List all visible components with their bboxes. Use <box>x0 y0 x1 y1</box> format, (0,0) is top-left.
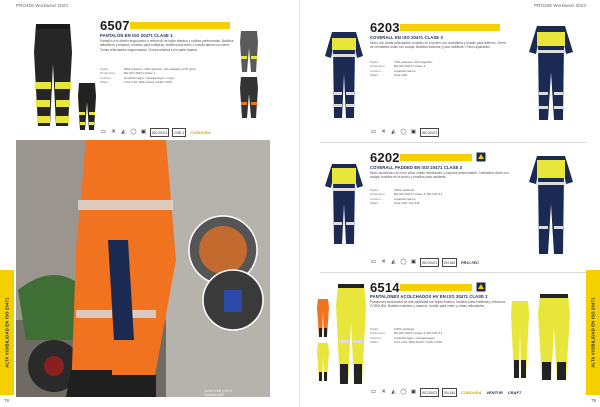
product-specs <box>370 327 510 345</box>
left-running-head: PRO408 Workwear 2023 <box>16 3 68 8</box>
iso-cert-badge: ISO 20471 <box>420 388 439 397</box>
iron-icon: ◭ <box>391 128 396 135</box>
product-specs <box>100 67 240 85</box>
no-bleach-icon: ✕ <box>381 388 386 395</box>
variant-thumbnail <box>316 298 330 338</box>
iso-cert-badge: ISO 20471 <box>150 128 169 137</box>
spec-key: Tejido: <box>100 67 109 71</box>
spec-key: Colores: <box>370 335 382 340</box>
care-icon-row <box>370 388 522 397</box>
variant-thumbnail <box>238 30 260 74</box>
spec-value: Amarillo/negro, naranja/negro <box>394 335 435 340</box>
iron-icon: ◭ <box>121 128 126 135</box>
spec-key: Colores: <box>370 196 382 201</box>
en343-cert-badge: EN 343 <box>442 388 457 397</box>
product-description: Mono acolchado con forro polar, cintas reflectantes y capucha desmontable. Cremallera doble con solapa, bolsillos en el pecho y bolsillos para rodilleras. <box>370 171 509 180</box>
product-description: Mono con cintas reflectantes, bolsillos en el pecho con cremallera y bolsillo para teléfono. Cierre de cremallera doble con solapa. Bolsillos traseros y para rodilleras. Puños ajustables. <box>370 41 506 50</box>
spec-key: Protección: <box>370 331 386 336</box>
en343-cert-badge: EN 343 <box>442 258 457 267</box>
spec-value: 100% poliéster <box>394 188 415 192</box>
cordura-logo: CORDURA <box>190 130 211 135</box>
spec-key: Tallas: <box>370 201 379 206</box>
spec-value: EN ISO 20471 Clase 3, EN 343 3:1 <box>394 192 443 197</box>
product-code-bar <box>400 154 472 161</box>
spec-key: Colores: <box>100 75 112 80</box>
tumble-dry-icon: ▣ <box>410 128 417 135</box>
spec-key: Tallas: <box>370 340 379 345</box>
spec-key: Colores: <box>370 68 382 73</box>
spec-value: Amarillo/marino <box>394 196 416 201</box>
spec-key: Protección: <box>370 64 386 69</box>
no-dry-clean-icon: ◯ <box>400 258 407 265</box>
spec-value: Amarillo/marino <box>394 68 416 73</box>
product-6514-back-image <box>536 292 572 382</box>
variant-thumbnail <box>510 300 530 380</box>
no-dry-clean-icon: ◯ <box>400 128 407 135</box>
product-description: Pantalones acolchados de alta visibilidad con tejido elástico, bolsillos para rodilleras y refuerzos CORDURA. Bolsillos laterales y traseros, bolsillo para metro y cintas reflectantes. <box>370 300 506 309</box>
caption-line: Pantalón 6507 <box>204 393 225 397</box>
product-code: 6202 <box>370 150 400 165</box>
product-6202-image <box>324 160 364 246</box>
lifestyle-photo <box>16 140 270 397</box>
no-dry-clean-icon: ◯ <box>130 128 137 135</box>
product-specs <box>370 188 510 206</box>
product-6202-back-image <box>528 152 574 256</box>
product-code-bar <box>400 24 500 31</box>
wash-40-icon: ▭ <box>370 258 377 265</box>
iron-icon: ◭ <box>391 388 396 395</box>
spec-value: 80% poliéster, 18% algodón, 2% elastano (275 g/m²) <box>124 67 197 71</box>
spec-row <box>370 201 510 205</box>
product-title: COVERALL EN ISO 20471 CLASE 3 <box>370 35 443 40</box>
certification-logo <box>476 152 486 162</box>
cordura-logo: CORDURA <box>460 390 482 395</box>
craft-logo: CRAFT <box>507 390 522 395</box>
left-page-number: 78 <box>4 398 10 403</box>
spec-key: Tejido: <box>370 60 379 64</box>
section-divider <box>320 272 586 273</box>
product-title: PANTALONES ACOLCHADOS HV EN ISO 20471 CLASE 2 <box>370 294 488 299</box>
no-bleach-icon: ✕ <box>381 258 386 265</box>
right-page-number: 79 <box>590 398 596 403</box>
tumble-dry-icon: ▣ <box>410 258 417 265</box>
right-side-tab <box>586 270 600 395</box>
spec-value: C44–C62, D96–D124, C146–C156 <box>394 340 442 345</box>
spec-key: Tejido: <box>370 327 379 331</box>
wash-40-icon: ▭ <box>100 128 107 135</box>
care-icon-row <box>370 128 439 137</box>
wash-40-icon: ▭ <box>370 128 377 135</box>
right-page <box>300 0 600 407</box>
spec-value: C44–C62, XS–4XL <box>394 201 421 206</box>
spec-key: Protección: <box>100 71 116 76</box>
iso-cert-badge: ISO 20471 <box>420 258 439 267</box>
spec-key: Tallas: <box>100 80 109 85</box>
product-description: Pantalón con diseño ergonómico y refuerzos de tejido elástico y rodillas preformadas. Bolsillos delanteros y traseros, bolsillos para rodilleras, bolsillo para metro y bolsillo lateral con cierre. Cintas reflectantes segmentadas. Cintura elástica en la parte trasera. <box>100 39 234 52</box>
side-tab-label: ALTA VISIBILIDAD EN ISO 20471 <box>4 297 10 368</box>
product-title: PANTALÓN EN ISO 20471 CLASE 1 <box>100 33 173 38</box>
section-divider <box>320 142 586 143</box>
product-code: 6514 <box>370 280 400 295</box>
product-code-bar <box>400 284 472 291</box>
no-dry-clean-icon: ◯ <box>400 388 407 395</box>
spec-row <box>370 340 510 344</box>
worker-photo-illustration <box>16 140 270 397</box>
product-6203-image <box>324 28 364 120</box>
left-side-tab <box>0 270 14 395</box>
product-code: 6203 <box>370 20 400 35</box>
product-specs <box>370 60 510 78</box>
product-6507-back-image <box>76 82 98 132</box>
product-title: COVERALL PADDED EN ISO 20471 CLASE 3 <box>370 165 463 170</box>
spec-key: Tallas: <box>370 73 379 78</box>
product-code: 6507 <box>100 18 130 33</box>
spec-key: Protección: <box>370 192 386 197</box>
product-6507-image <box>28 22 78 130</box>
no-bleach-icon: ✕ <box>381 128 386 135</box>
iso-cert-badge: ISO 20471 <box>420 128 439 137</box>
iron-icon: ◭ <box>391 258 396 265</box>
spec-value: EN ISO 20471 Clase 3 <box>394 64 426 69</box>
tumble-dry-icon: ▣ <box>410 388 417 395</box>
spec-value: C44–C62 <box>394 73 408 78</box>
product-6203-back-image <box>528 22 574 122</box>
variant-thumbnail <box>316 342 330 382</box>
spec-value: EN ISO 20471 Clase 1 <box>124 71 156 76</box>
protec-logo: PRO-TEC <box>460 260 479 265</box>
photo-caption <box>204 389 232 397</box>
care-icon-row <box>100 128 212 137</box>
spec-value: Amarillo/negro, naranja/negro, negro <box>124 75 175 80</box>
certification-logo <box>476 282 486 292</box>
spec-value: C44–C62, D84–D124, C146–C156 <box>124 80 172 85</box>
care-icon-row <box>370 258 480 267</box>
variant-thumbnail <box>238 76 260 120</box>
wash-40-icon: ▭ <box>370 388 377 395</box>
spec-value: 79% poliéster, 21% algodón <box>394 60 433 64</box>
product-code-bar <box>130 22 230 29</box>
product-6514-image <box>334 282 368 386</box>
no-bleach-icon: ✕ <box>111 128 116 135</box>
spec-value: 100% poliéster <box>394 327 415 331</box>
spec-key: Tejido: <box>370 188 379 192</box>
spec-value: EN ISO 20471 Clase 2, EN 343 3:1 <box>394 331 443 336</box>
caption-line: Jacket 6308 y 6519 <box>204 389 232 393</box>
spec-row <box>100 80 240 84</box>
ventur-logo: VENTUR <box>486 390 503 395</box>
spec-row <box>370 73 510 77</box>
right-running-head: PRO408 Workwear 2023 <box>534 3 586 8</box>
tumble-dry-icon: ▣ <box>140 128 147 135</box>
cert-badge: COR 1 <box>172 128 186 137</box>
side-tab-label: ALTA VISIBILIDAD EN ISO 20471 <box>590 297 596 368</box>
